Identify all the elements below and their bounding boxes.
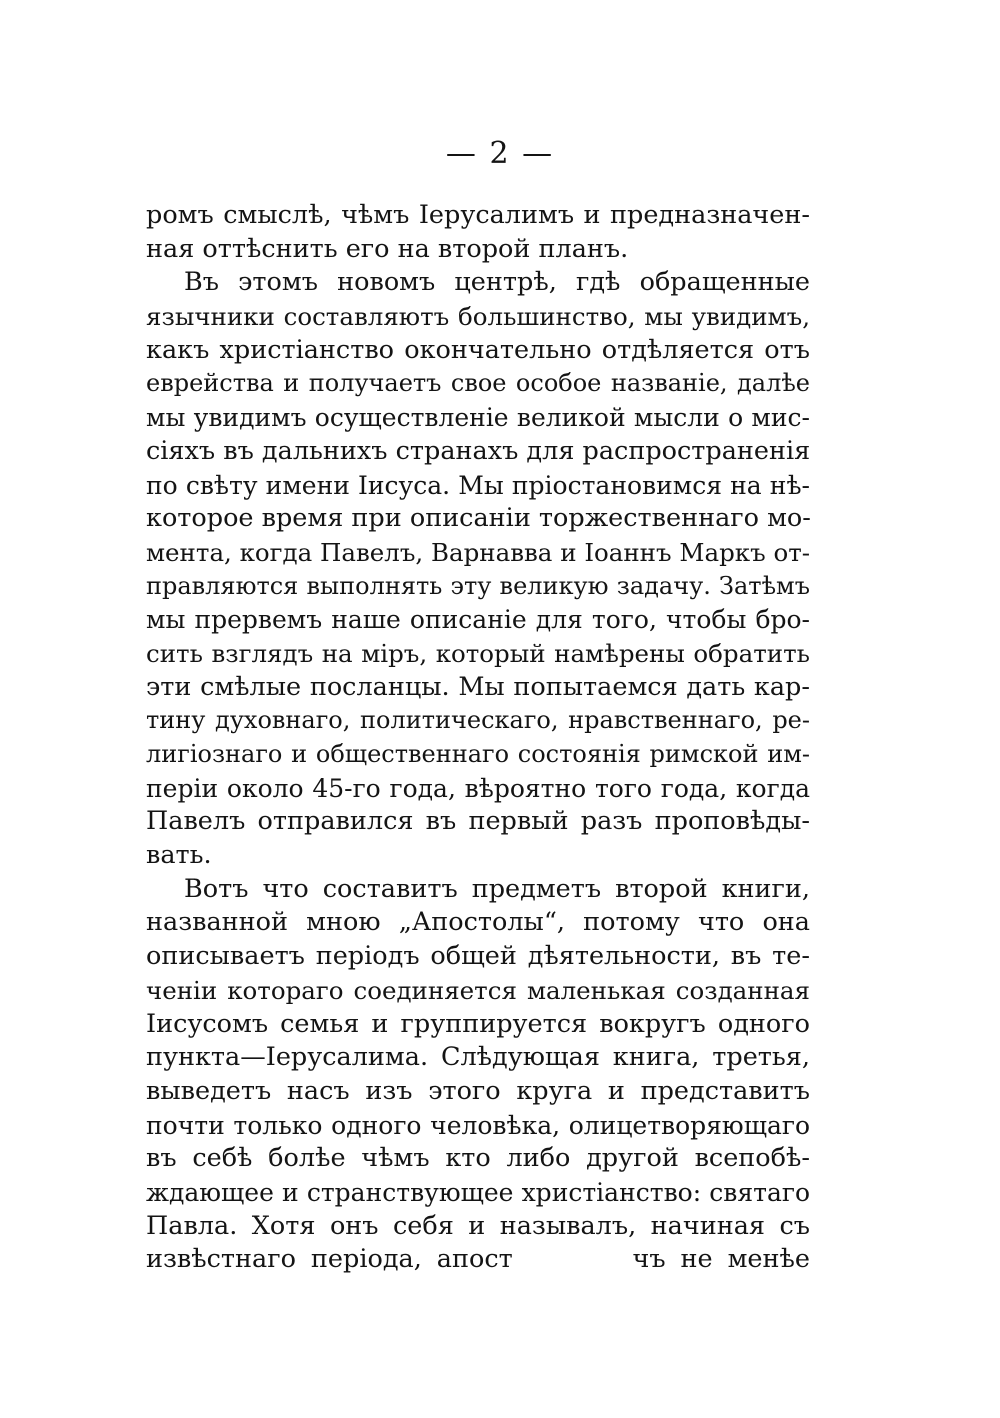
- paragraph-1: [146, 199, 810, 266]
- text-line: Іисусомъ семья и группируется вокругъ одного: [146, 1008, 810, 1039]
- text-line: въ себѣ болѣе чѣмъ кто либо другой всепобѣ-: [146, 1143, 810, 1174]
- text-line: которое время при описаніи торжественнаго мо-: [146, 503, 811, 534]
- paragraph-2: [146, 266, 810, 872]
- text-line: правляются выполнять эту великую задачу. Затѣмъ: [146, 571, 810, 600]
- text-line: вать.: [146, 840, 212, 871]
- text-line: ждающее и странствующее христіанство: святаго: [146, 1177, 810, 1207]
- text-line: сить взглядъ на міръ, который намѣрены обратить: [146, 638, 810, 668]
- text-line: еврейства и получаетъ свое особое названіе, далѣе: [146, 369, 810, 398]
- text-line: ченіи котораго соединяется маленькая созданная: [146, 975, 810, 1005]
- paragraph-3: [146, 873, 810, 1277]
- text-line: тину духовнаго, политическаго, нравственнаго, ре-: [146, 706, 810, 735]
- text-line: Въ этомъ новомъ центрѣ, гдѣ обращенные: [184, 267, 810, 298]
- text-line: мента, когда Павелъ, Варнавва и Іоаннъ Маркъ от-: [146, 537, 811, 567]
- text-line: почти только одного человѣка, олицетворяющаго: [146, 1110, 810, 1140]
- text-line: Вотъ что составитъ предметъ второй книги,: [184, 873, 810, 904]
- text-line: эти смѣлые посланцы. Мы попытаемся дать кар-: [146, 671, 810, 702]
- text-line: выведетъ насъ изъ этого круга и представитъ: [146, 1075, 810, 1106]
- text-line: по свѣту имени Іисуса. Мы пріостановимся на нѣ-: [146, 470, 810, 500]
- body-text: [146, 199, 810, 1277]
- text-line: названной мною „Апостолы“, потому что она: [146, 907, 810, 938]
- text-line: мы прервемъ наше описаніе для того, чтобы бро-: [146, 605, 810, 635]
- text-line: лигіознаго и общественнаго состоянія римской им-: [146, 740, 810, 768]
- text-line: сіяхъ въ дальнихъ странахъ для распространенія: [146, 435, 811, 466]
- text-line: пункта—Іерусалима. Слѣдующая книга, третья,: [146, 1042, 810, 1073]
- text-line: описываетъ періодъ общей дѣятельности, въ те-: [146, 941, 810, 972]
- text-line: какъ христіанство окончательно отдѣляется отъ: [146, 334, 810, 365]
- text-line: мы увидимъ осуществленіе великой мысли о мис-: [146, 403, 810, 433]
- text-line: извѣстнаго періода, апост чъ не менѣе: [146, 1244, 810, 1275]
- page-number: — 2 —: [445, 136, 555, 171]
- text-line: Павелъ отправился въ первый разъ проповѣды-: [146, 806, 810, 837]
- text-line: Павла. Хотя онъ себя и называлъ, начиная съ: [146, 1210, 810, 1241]
- text-line: періи около 45-го года, вѣроятно того года, когда: [146, 773, 810, 803]
- text-line: ромъ смыслѣ, чѣмъ Іерусалимъ и предназначен-: [146, 200, 810, 230]
- text-line: язычники составляютъ большинство, мы увидимъ,: [146, 302, 810, 332]
- text-line: ная оттѣснить его на второй планъ.: [146, 233, 629, 264]
